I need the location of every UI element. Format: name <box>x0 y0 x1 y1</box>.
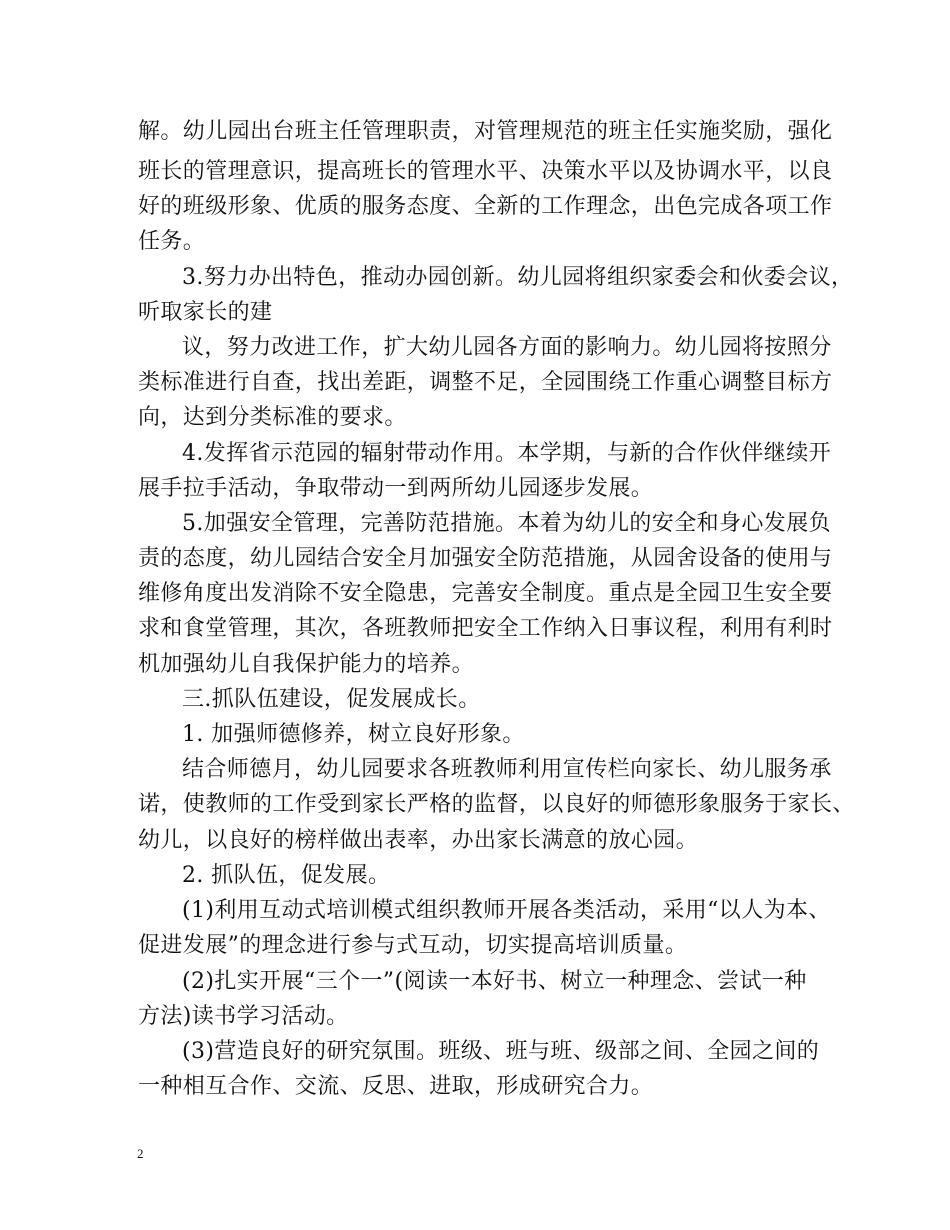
text-line: 责的态度，幼儿园结合安全月加强安全防范措施，从园舍设备的使用与 <box>138 546 833 571</box>
text-line: 4.发挥省示范园的辐射带动作用。本学期，与新的合作伙伴继续开 <box>182 441 831 466</box>
text-line: 议，努力改进工作，扩大幼儿园各方面的影响力。幼儿园将按照分 <box>182 335 832 360</box>
text-line: 类标准进行自查，找出差距，调整不足，全园围绕工作重心调整目标方 <box>138 370 833 395</box>
subsection-heading: 1. 加强师德修养，树立良好形象。 <box>182 722 525 747</box>
text-line: 任务。 <box>138 229 206 254</box>
subsection-heading: 2. 抓队伍，促发展。 <box>182 863 391 888</box>
text-line: 好的班级形象、优质的服务态度、全新的工作理念，出色完成各项工作 <box>138 194 833 219</box>
text-line: (2)扎实开展“三个一”(阅读一本好书、树立一种理念、尝试一种 <box>182 969 807 994</box>
section-heading: 三.抓队伍建设，促发展成长。 <box>182 687 481 712</box>
text-line: 班长的管理意识，提高班长的管理水平、决策水平以及协调水平，以良 <box>138 159 833 184</box>
text-line: 结合师德月，幼儿园要求各班教师利用宣传栏向家长、幼儿服务承 <box>182 757 832 782</box>
text-line: 一种相互合作、交流、反思、进取，形成研究合力。 <box>138 1074 654 1099</box>
text-line: 幼儿，以良好的榜样做出表率，办出家长满意的放心园。 <box>138 828 699 853</box>
text-line: 听取家长的建 <box>138 300 273 325</box>
text-line: 向，达到分类标准的要求。 <box>138 405 407 430</box>
text-line: 促进发展”的理念进行参与式互动，切实提高培训质量。 <box>138 933 688 958</box>
page-number: 2 <box>137 1146 144 1161</box>
text-line: 3.努力办出特色，推动办园创新。幼儿园将组织家委会和伙委会议， <box>182 265 854 290</box>
text-line: (3)营造良好的研究氛围。班级、班与班、级部之间、全园之间的 <box>182 1039 820 1064</box>
text-line: 诺，使教师的工作受到家长严格的监督，以良好的师德形象服务于家长、 <box>138 792 855 817</box>
text-line: 求和食堂管理，其次，各班教师把安全工作纳入日事议程，利用有利时 <box>138 616 833 641</box>
text-line: 5.加强安全管理，完善防范措施。本着为幼儿的安全和身心发展负 <box>182 511 831 536</box>
text-line: 方法)读书学习活动。 <box>138 1004 349 1029</box>
text-line: 展手拉手活动，争取带动一到两所幼儿园逐步发展。 <box>138 476 654 501</box>
text-line: 机加强幼儿自我保护能力的培养。 <box>138 652 475 677</box>
text-line: 解。幼儿园出台班主任管理职责，对管理规范的班主任实施奖励，强化 <box>138 119 833 144</box>
text-line: 维修角度出发消除不安全隐患，完善安全制度。重点是全园卫生安全要 <box>138 581 833 606</box>
text-line: (1)利用互动式培训模式组织教师开展各类活动，采用“以人为本、 <box>182 898 831 923</box>
